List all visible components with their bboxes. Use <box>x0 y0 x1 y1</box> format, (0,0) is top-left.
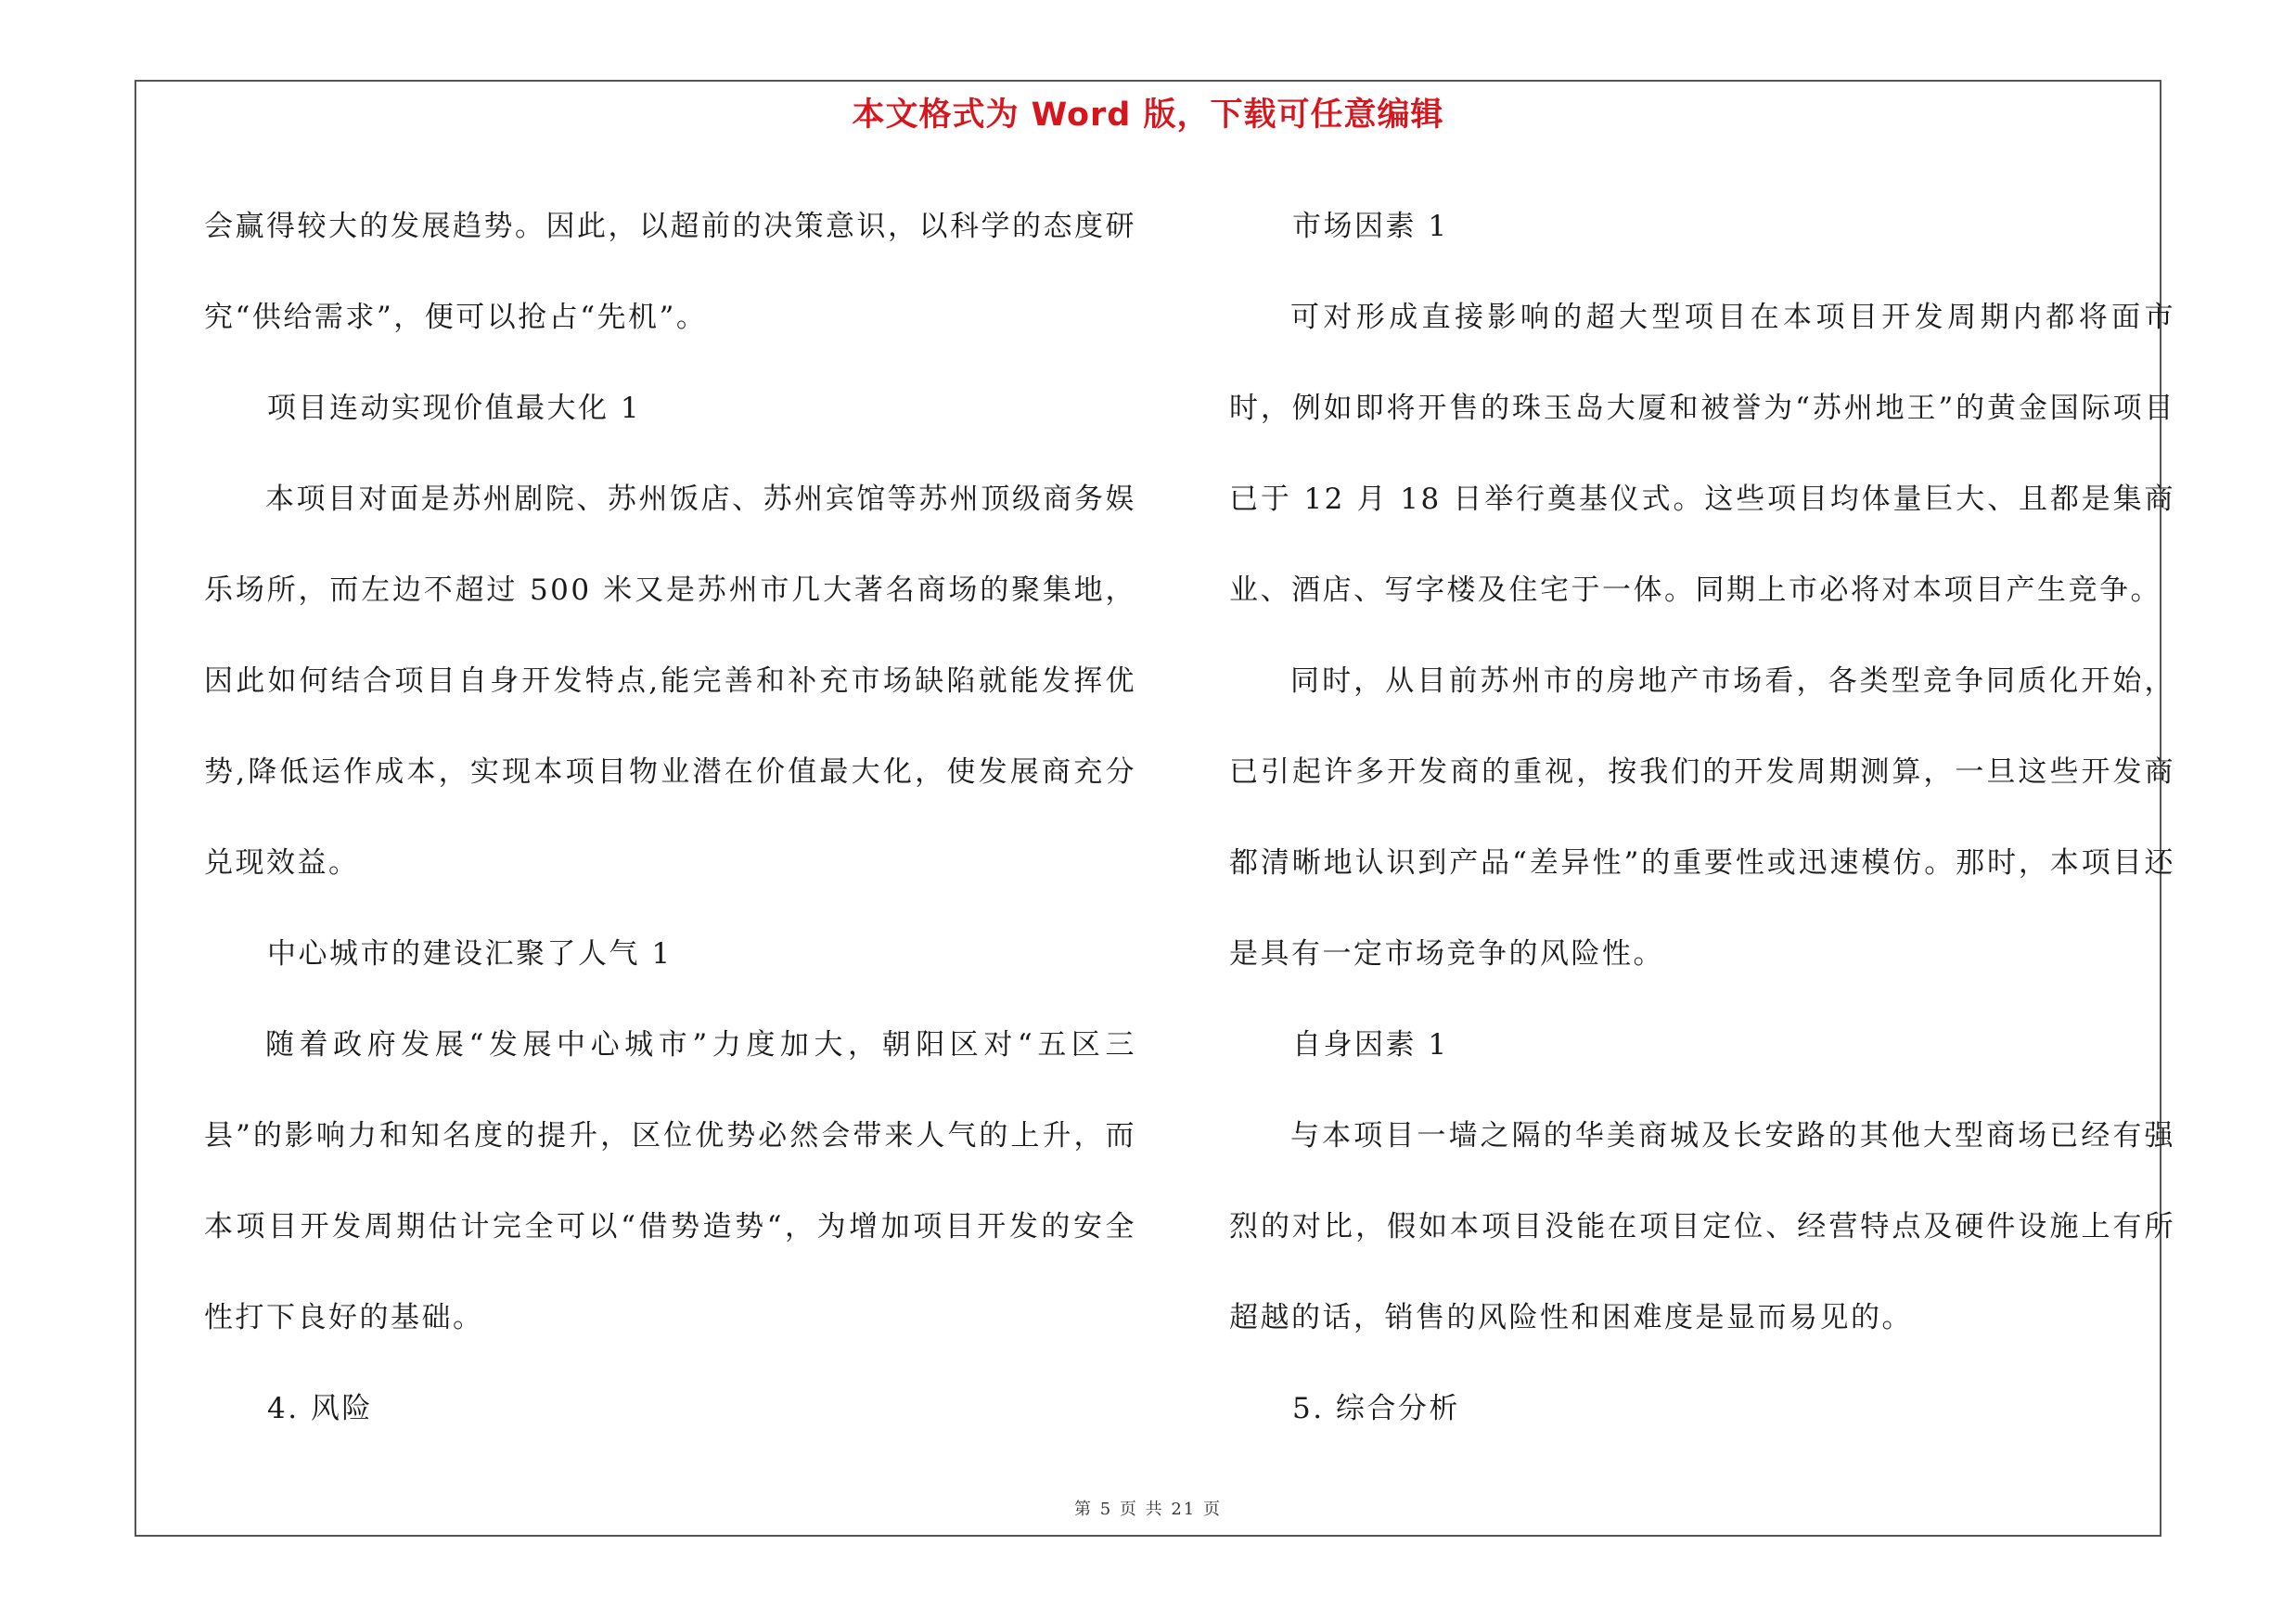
paragraph-city: 随着政府发展“发展中心城市”力度加大，朝阳区对“五区三县”的影响力和知名度的提升，区位优势必然会带来人气的上升，而本项目开发周期估计完全可以“借势造势“，为增加项目开发的安全性打下良好的基础。 <box>204 1028 1136 1334</box>
left-column <box>204 181 1136 1454</box>
section-heading-market: 市场因素 1 <box>1292 210 1449 243</box>
section-heading-risk: 4. 风险 <box>267 1392 373 1425</box>
paragraph-market-projects: 可对形成直接影响的超大型项目在本项目开发周期内都将面市时，例如即将开售的珠玉岛大厦和被誉为“苏州地王”的黄金国际项目已于 12 月 18 日举行奠基仪式。这些项目均体量巨大、且都是集商业、酒店、写字楼及住宅于一体。同期上市必将对本项目产生竞争。 <box>1229 301 2175 607</box>
paragraph-self: 与本项目一墙之隔的华美商城及长安路的其他大型商场已经有强烈的对比，假如本项目没能在项目定位、经营特点及硬件设施上有所超越的话，销售的风险性和困难度是显而易见的。 <box>1229 1119 2175 1334</box>
right-column <box>1229 181 2175 1454</box>
section-heading-self: 自身因素 1 <box>1292 1028 1449 1062</box>
section-heading-analysis: 5. 综合分析 <box>1292 1392 1460 1425</box>
page-number: 第 5 页 共 21 页 <box>1074 1500 1222 1519</box>
section-heading-linkage: 项目连动实现价值最大化 1 <box>267 392 642 425</box>
format-banner: 本文格式为 Word 版，下载可任意编辑 <box>852 97 1444 134</box>
paragraph-linkage: 本项目对面是苏州剧院、苏州饭店、苏州宾馆等苏州顶级商务娱乐场所，而左边不超过 500 米又是苏州市几大著名商场的聚集地，因此如何结合项目自身开发特点,能完善和补充市场缺陷就能发挥优势,降低运作成本，实现本项目物业潜在价值最大化，使发展商充分兑现效益。 <box>204 483 1136 880</box>
continued-paragraph: 会赢得较大的发展趋势。因此，以超前的决策意识，以科学的态度研究“供给需求”，便可以抢占“先机”。 <box>204 210 1136 334</box>
section-heading-city: 中心城市的建设汇聚了人气 1 <box>267 937 673 971</box>
paragraph-market-competition: 同时，从目前苏州市的房地产市场看，各类型竞争同质化开始，已引起许多开发商的重视，按我们的开发周期测算，一旦这些开发商都清晰地认识到产品“差异性”的重要性或迅速模仿。那时，本项目还是具有一定市场竞争的风险性。 <box>1229 664 2175 971</box>
